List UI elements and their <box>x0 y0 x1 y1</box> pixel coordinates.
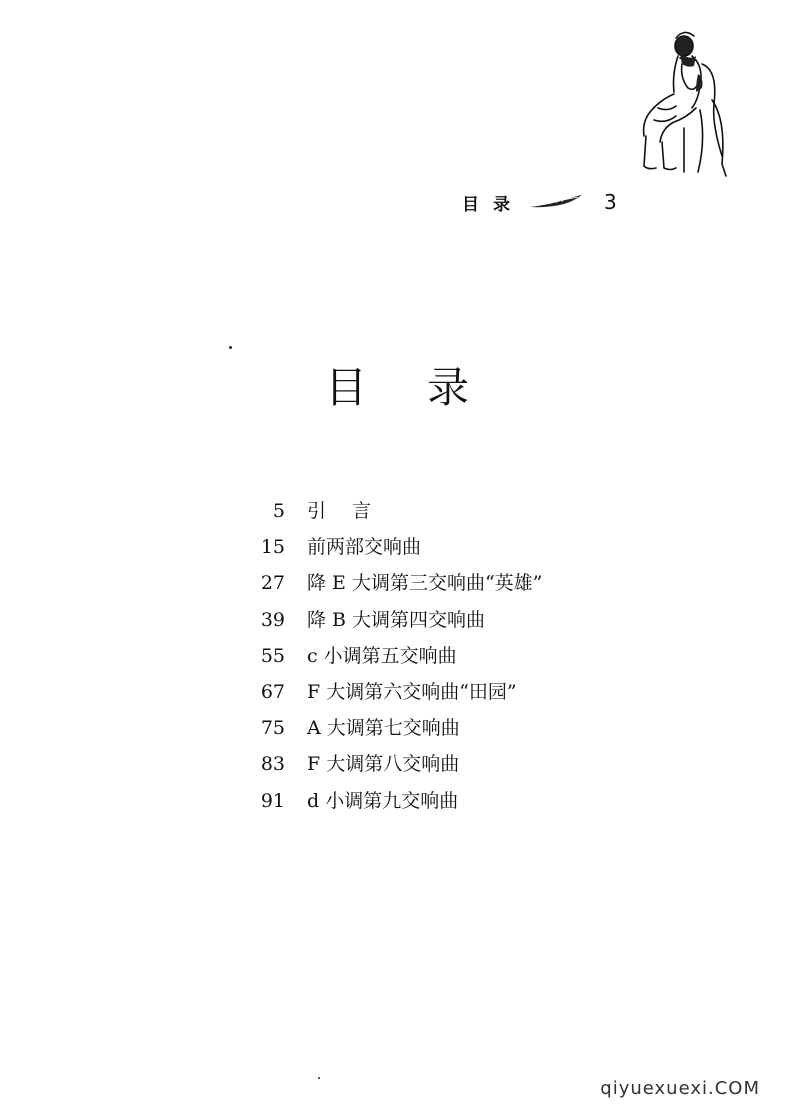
toc-entry-title: c 小调第五交响曲 <box>307 644 457 667</box>
toc-entry-page: 39 <box>260 608 285 631</box>
toc-entry-title: 降 E 大调第三交响曲“英雄” <box>307 572 543 595</box>
toc-entry[interactable] <box>250 749 630 785</box>
quill-pen-icon <box>528 193 584 211</box>
toc-entry-title: d 小调第九交响曲 <box>307 789 459 812</box>
toc-entry[interactable] <box>250 713 630 749</box>
toc-entry[interactable] <box>250 605 630 641</box>
seated-figure-illustration <box>618 24 734 180</box>
toc-entry-page: 27 <box>260 572 285 595</box>
toc-entry-page: 67 <box>260 680 285 703</box>
toc-entry-title: 降 B 大调第四交响曲 <box>307 608 486 631</box>
toc-entry-title: 前两部交响曲 <box>307 536 422 559</box>
running-head-title: 目录 <box>462 194 524 215</box>
toc-entry-page: 91 <box>260 789 285 812</box>
running-head <box>462 188 617 216</box>
toc-entry[interactable] <box>250 641 630 677</box>
toc-entry-page: 55 <box>260 644 285 667</box>
print-speck <box>229 346 232 349</box>
print-speck <box>318 1077 320 1079</box>
toc-entry-title: A 大调第七交响曲 <box>307 717 460 740</box>
toc-entry[interactable] <box>250 496 630 532</box>
watermark: qiyuexuexi.COM <box>600 1078 760 1099</box>
toc-entry-page: 83 <box>260 753 285 776</box>
toc-entry[interactable] <box>250 568 630 604</box>
toc-entry[interactable] <box>250 532 630 568</box>
toc-title: 目录 <box>325 363 530 412</box>
page-number: 3 <box>604 190 617 214</box>
toc-entry[interactable] <box>250 677 630 713</box>
toc-list <box>250 496 630 822</box>
toc-entry-page: 15 <box>260 536 285 559</box>
toc-entry-title: F 大调第六交响曲“田园” <box>307 680 517 703</box>
toc-entry[interactable] <box>250 786 630 822</box>
toc-entry-page: 75 <box>260 717 285 740</box>
toc-entry-title: F 大调第八交响曲 <box>307 753 460 776</box>
toc-entry-title: 引言 <box>307 500 398 522</box>
toc-entry-page: 5 <box>272 500 285 522</box>
